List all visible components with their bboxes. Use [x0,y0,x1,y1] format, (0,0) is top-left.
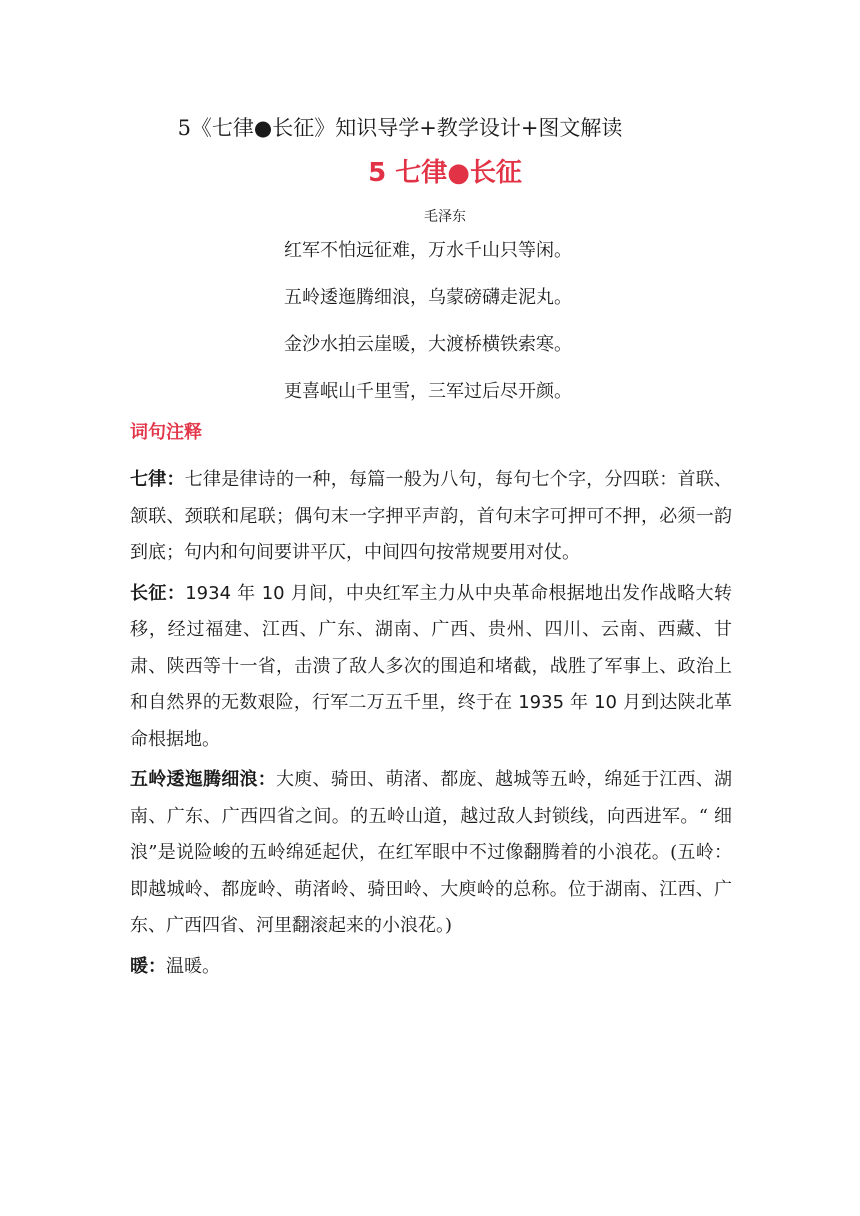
annotation-text: 温暖。 [166,955,220,977]
annotation-text-part: 年 [231,582,262,604]
annotation-separator: ： [166,582,186,604]
year-end: 1935 [518,692,565,713]
annotation-text: 七律是律诗的一种，每篇一般为八句，每句七个字，分四联：首联、颔联、颈联和尾联；偶句末一字押平声韵，首句末字可押可不押，必须一韵到底；句内和句间要讲平仄，中间四句按常规要用对仗。 [130,469,732,563]
annotation-term: 七律 [130,469,167,490]
poem-line-2: 五岭逶迤腾细浪，乌蒙磅礴走泥丸。 [284,287,572,308]
poem-body [284,236,644,424]
annotation-text-part: 月间，中央红军主力从中央革命根据地出发作战略大转移，经过福建、江西、广东、湖南、广西、贵州、四川、云南、西藏、甘肃、陕西等十一省，击溃了敌人多次的围追和堵截，战胜了军事上、政治上和自然界的无数艰险，行军二万五千里，终于在 [130,582,732,713]
annotation-term: 长征 [130,582,167,604]
annotation-text: 大庾、骑田、萌渚、都庞、越城等五岭，绵延于江西、湖南、广东、广西四省之间。的五岭山道，越过敌人封锁线，向西进军。“ 细浪”是说险峻的五岭绵延起伏，在红军眼中不过像翻腾着的小浪花。(五岭：即越城岭、都庞岭、萌渚岭、骑田岭、大庾岭的总称。位于湖南、江西、广东、广西四省、河里翻滚起来的小浪花。) [130,769,732,936]
poem-line-4: 更喜岷山千里雪，三军过后尽开颜。 [284,381,572,402]
month-end: 10 [594,692,618,713]
annotation-separator: ： [148,955,166,977]
annotation-term: 暖 [130,955,148,977]
annotation-qilv [130,462,732,572]
annotations-heading: 词句注释 [130,422,202,443]
annotation-term: 五岭逶迤腾细浪 [130,769,258,790]
poem-title: 5 七律●长征 [368,158,522,188]
month-start: 10 [261,582,285,604]
poem-line-3: 金沙水拍云崖暖，大渡桥横铁索寒。 [284,334,572,355]
annotation-separator: ： [257,769,276,790]
annotation-text-part: 年 [564,692,595,713]
annotation-text-part: 月到达陕北革命根据地。 [130,692,732,750]
annotation-separator: ： [166,469,185,490]
annotation-changzheng [130,576,732,759]
annotation-nuan [130,949,732,986]
document-title: 5《七律●长征》知识导学+教学设计+图文解读 [177,116,623,140]
annotation-wuling [130,762,732,945]
year-start: 1934 [185,582,232,604]
poem-line-1: 红军不怕远征难，万水千山只等闲。 [284,240,572,261]
annotations-list [130,462,732,985]
poem-author: 毛泽东 [424,209,466,225]
